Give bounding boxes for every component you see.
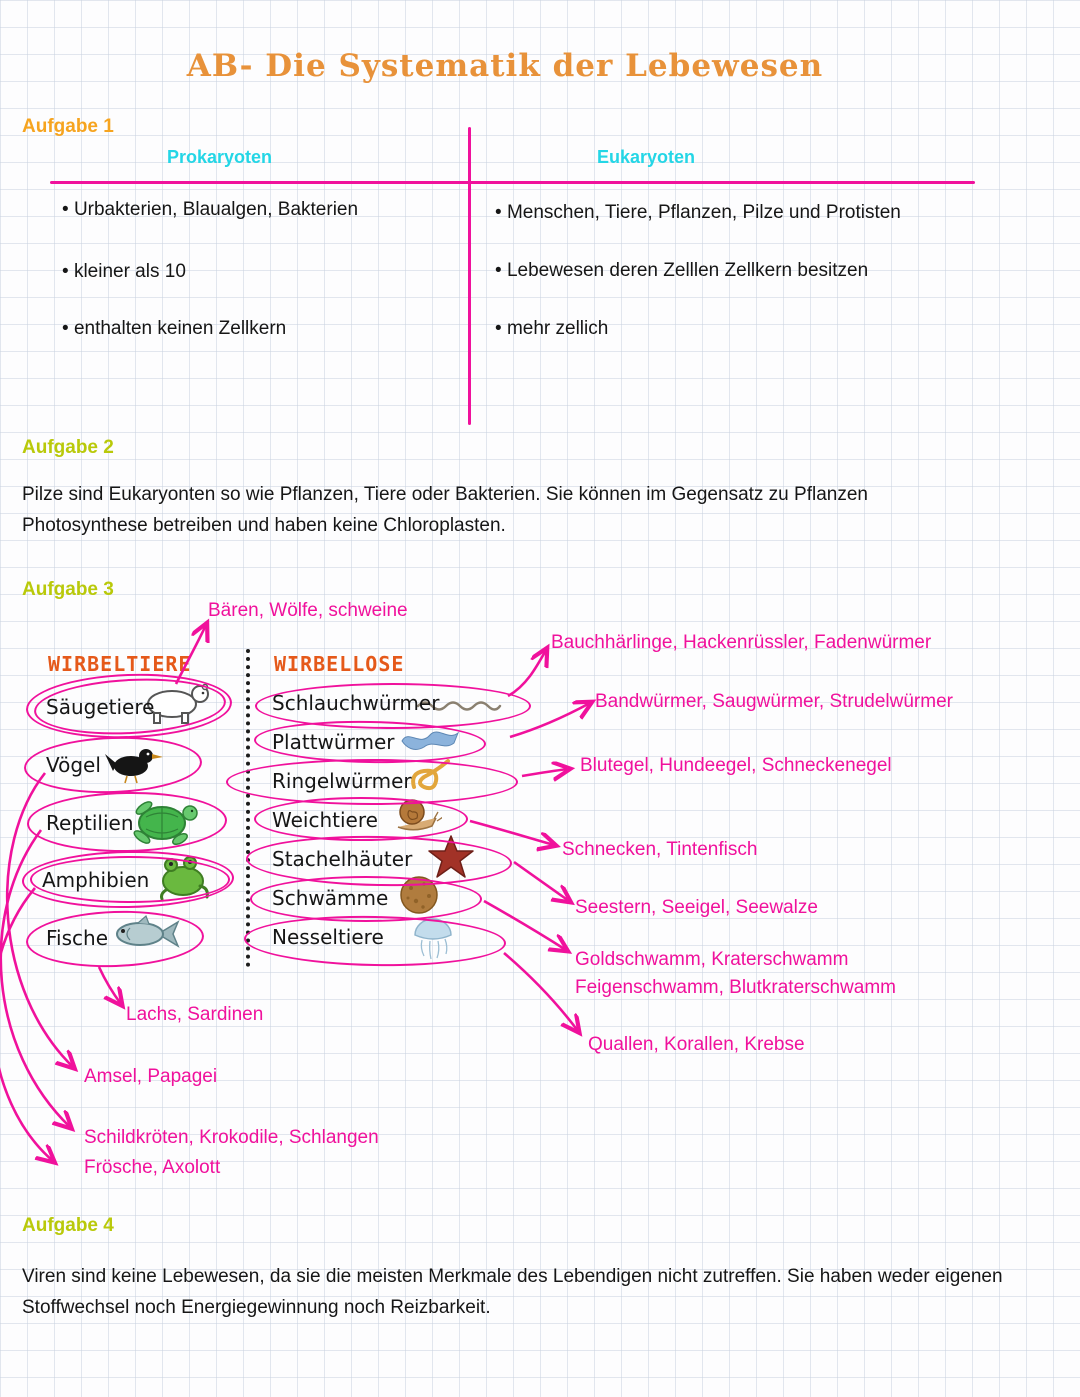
eukaryoten-header: Eukaryoten <box>597 147 696 167</box>
column-divider-dotted <box>246 649 250 967</box>
invertebrate-label-ringelwuermer: Ringelwürmer <box>272 769 412 793</box>
task3-heading: Aufgabe 3 <box>22 579 114 600</box>
annotation-schwaemme-line2: Feigenschwamm, Blutkraterschwamm <box>575 977 896 998</box>
table-divider-horizontal <box>50 181 975 184</box>
flatworm-icon <box>398 725 462 753</box>
frog-icon <box>156 850 212 900</box>
prokaryoten-item: • enthalten keinen Zellkern <box>62 318 286 340</box>
annelid-icon <box>408 755 458 795</box>
annotation-schnecken: Schnecken, Tintenfisch <box>562 839 758 860</box>
annotation-froesche: Frösche, Axolott <box>84 1157 221 1178</box>
page-title: AB- Die Systematik der Lebewesen <box>186 48 824 84</box>
invertebrate-label-schwaemme: Schwämme <box>272 886 389 910</box>
annotation-seestern: Seestern, Seeigel, Seewalze <box>575 897 818 918</box>
vertebrates-header: WIRBELTIERE <box>48 652 192 676</box>
jellyfish-icon <box>410 913 456 961</box>
task2-heading: Aufgabe 2 <box>22 437 114 458</box>
invertebrate-label-weichtiere: Weichtiere <box>272 808 378 832</box>
prokaryoten-header: Prokaryoten <box>167 147 273 167</box>
prokaryoten-item: • kleiner als 10 <box>62 261 186 283</box>
annotation-blutegel: Blutegel, Hundeegel, Schneckenegel <box>580 755 892 776</box>
fish-icon <box>110 914 182 954</box>
vertebrate-label-reptilien: Reptilien <box>46 811 134 835</box>
vertebrate-label-amphibien: Amphibien <box>42 868 150 892</box>
snail-icon <box>392 797 442 833</box>
annotation-baeren: Bären, Wölfe, schweine <box>208 600 408 621</box>
vertebrate-label-saeugetiere: Säugetiere <box>46 695 155 719</box>
annotation-bauchhaerlinge: Bauchhärlinge, Hackenrüssler, Fadenwürmer <box>551 632 932 653</box>
arrow-schlauchwuermer <box>508 650 546 696</box>
arrow-nesseltiere <box>504 953 578 1031</box>
annotation-schwaemme <box>575 946 896 1002</box>
prokaryoten-item: • Urbakterien, Blaualgen, Bakterien <box>62 199 358 221</box>
annotation-quallen: Quallen, Korallen, Krebse <box>588 1034 805 1055</box>
arrow-fische-lachs <box>99 967 121 1004</box>
task4-answer-text: Viren sind keine Lebewesen, da sie die meisten Merkmale des Lebendigen nicht zutreffen. Sie haben weder eigenen Stoffwechsel noch Energiegewinnung noch Reizbarkeit. <box>22 1266 1003 1318</box>
sponge-icon <box>396 874 442 916</box>
invertebrate-label-stachelhaeuter: Stachelhäuter <box>272 847 413 871</box>
blackbird-icon <box>105 742 167 784</box>
table-divider-vertical <box>468 127 471 425</box>
arrow-schwaemme <box>484 901 566 950</box>
task4-heading: Aufgabe 4 <box>22 1215 114 1236</box>
arrow-weichtiere <box>470 821 554 845</box>
arrow-plattwuermer <box>510 703 590 737</box>
annotation-lachs: Lachs, Sardinen <box>126 1004 264 1025</box>
annotation-schwaemme-line1: Goldschwamm, Kraterschwamm <box>575 949 849 970</box>
vertebrate-label-voegel: Vögel <box>46 753 101 777</box>
annotation-bandwuermer: Bandwürmer, Saugwürmer, Strudelwürmer <box>595 691 953 712</box>
eukaryoten-item: • Lebewesen deren Zelllen Zellkern besitzen <box>495 260 868 282</box>
arrow-ringelwuermer <box>522 769 568 776</box>
arrow-stachelhaeuter <box>514 862 569 901</box>
eukaryoten-item: • mehr zellich <box>495 318 608 340</box>
task2-answer-text: Pilze sind Eukaryonten so wie Pflanzen, Tiere oder Bakterien. Sie können im Gegensatz zu Pflanzen Photosynthese betreiben und haben keine Chloroplasten. <box>22 484 868 536</box>
task1-heading: Aufgabe 1 <box>22 116 114 137</box>
annotation-amsel: Amsel, Papagei <box>84 1066 218 1087</box>
invertebrates-header: WIRBELLOSE <box>274 652 405 676</box>
vertebrate-label-fische: Fische <box>46 926 109 950</box>
turtle-icon <box>122 795 202 850</box>
invertebrate-label-nesseltiere: Nesseltiere <box>272 925 384 949</box>
invertebrate-label-schlauchwuermer: Schlauchwürmer <box>272 691 440 715</box>
invertebrate-label-plattwuermer: Plattwürmer <box>272 730 395 754</box>
annotation-schildkroeten: Schildkröten, Krokodile, Schlangen <box>84 1127 379 1148</box>
eukaryoten-item: • Menschen, Tiere, Pflanzen, Pilze und Protisten <box>495 202 901 224</box>
